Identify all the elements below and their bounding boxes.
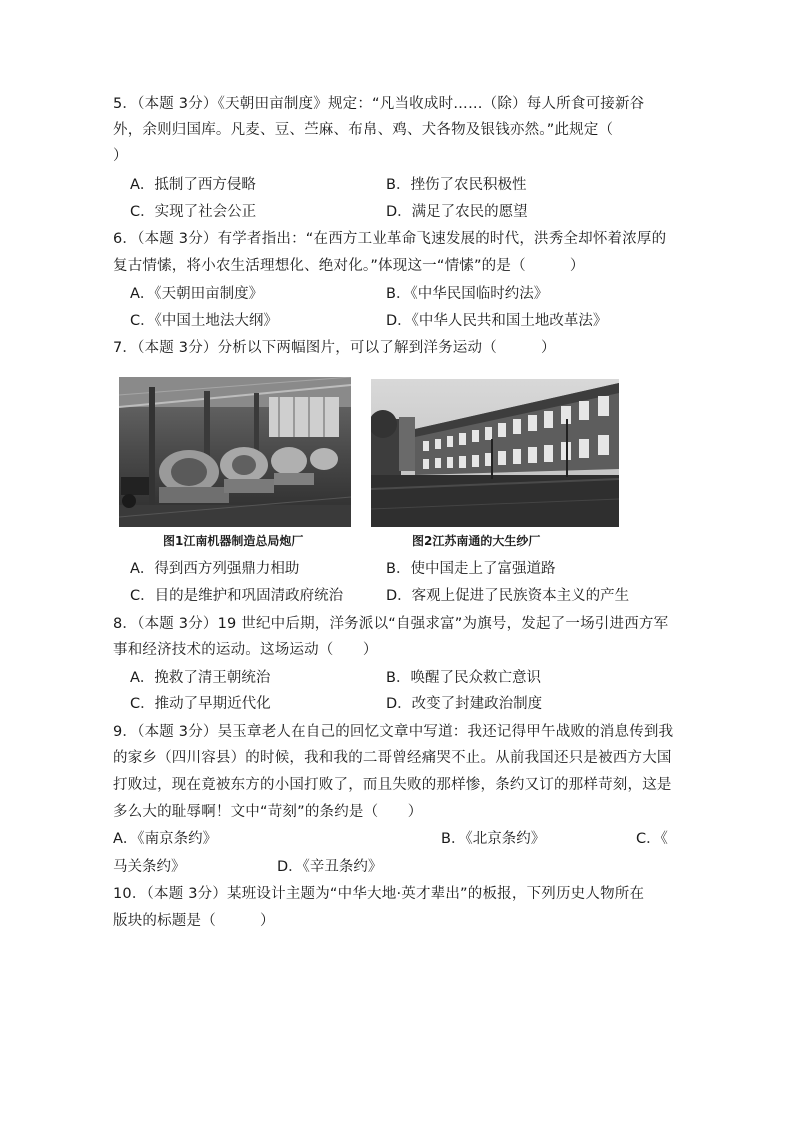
figure-1-photo — [119, 377, 351, 527]
figure-1-caption: 图1江南机器制造总局炮厂 — [163, 534, 304, 548]
question-7-option-a: A．得到西方列强鼎力相助 — [130, 561, 300, 577]
question-5-line-1: 5．（本题 3分）《天朝田亩制度》规定：“凡当收成时……（除）每人所食可接新谷 — [113, 96, 645, 112]
question-9-option-a: A．《南京条约》 — [113, 831, 218, 847]
question-8-line-1: 8．（本题 3分）19 世纪中后期，洋务派以“自强求富”为旗号，发起了一场引进西方军 — [113, 616, 669, 632]
question-6-option-a: A．《天朝田亩制度》 — [130, 286, 264, 302]
question-8-option-a: A．挽救了清王朝统治 — [130, 670, 271, 686]
question-6-option-b: B．《中华民国临时约法》 — [386, 286, 549, 302]
figure-2-photo — [371, 379, 619, 527]
question-9-line-1: 9．（本题 3分）吴玉章老人在自己的回忆文章中写道：我还记得甲午战败的消息传到我 — [113, 724, 674, 740]
question-9-option-c-prefix: C．《 — [636, 831, 668, 847]
figure-2-caption: 图2江苏南通的大生纱厂 — [412, 534, 541, 548]
question-7-option-b: B．使中国走上了富强道路 — [386, 561, 556, 577]
question-6-option-d: D．《中华人民共和国土地改革法》 — [386, 313, 608, 329]
question-9-option-b: B．《北京条约》 — [441, 831, 546, 847]
question-5-option-b: B．挫伤了农民积极性 — [386, 177, 527, 193]
question-5-option-a: A．抵制了西方侵略 — [130, 177, 256, 193]
question-7-option-d: D．客观上促进了民族资本主义的产生 — [386, 588, 630, 604]
question-6-option-c: C．《中国土地法大纲》 — [130, 313, 278, 329]
question-7-option-c: C．目的是维护和巩固清政府统治 — [130, 588, 344, 604]
question-9-line-4: 多么大的耻辱啊！文中“苛刻”的条约是（ ） — [113, 804, 423, 820]
question-9-line-2: 的家乡（四川容县）的时候，我和我的二哥曾经痛哭不止。从前我国还只是被西方大国 — [113, 750, 672, 766]
question-8-line-2: 事和经济技术的运动。这场运动（ ） — [113, 642, 378, 658]
question-10-line-2: 版块的标题是（ ） — [113, 913, 275, 929]
question-5-line-2: 外，余则归国库。凡麦、豆、苎麻、布帛、鸡、犬各物及银钱亦然。”此规定（ — [113, 122, 614, 138]
question-8-option-d: D．改变了封建政治制度 — [386, 696, 543, 712]
question-8-option-b: B．唤醒了民众救亡意识 — [386, 670, 541, 686]
question-6-line-1: 6．（本题 3分）有学者指出：“在西方工业革命飞速发展的时代，洪秀全却怀着浓厚的 — [113, 231, 667, 247]
question-5-option-d: D．满足了农民的愿望 — [386, 204, 528, 220]
question-9-option-c-rest: 马关条约》 — [113, 859, 186, 875]
question-9-option-d: D．《辛丑条约》 — [277, 859, 383, 875]
question-6-line-2: 复古情愫，将小农生活理想化、绝对化。”体现这一“情愫”的是（ ） — [113, 258, 585, 274]
question-7-line-1: 7．（本题 3分）分析以下两幅图片，可以了解到洋务运动（ ） — [113, 340, 556, 356]
question-9-line-3: 打败过，现在竟被东方的小国打败了，而且失败的那样惨，条约又订的那样苛刻，这是 — [113, 777, 672, 793]
question-10-line-1: 10．（本题 3分）某班设计主题为“中华大地·英才辈出”的板报，下列历史人物所在 — [113, 886, 645, 902]
question-8-option-c: C．推动了早期近代化 — [130, 696, 271, 712]
question-5-option-c: C．实现了社会公正 — [130, 204, 257, 220]
question-5-line-3: ） — [113, 148, 128, 164]
